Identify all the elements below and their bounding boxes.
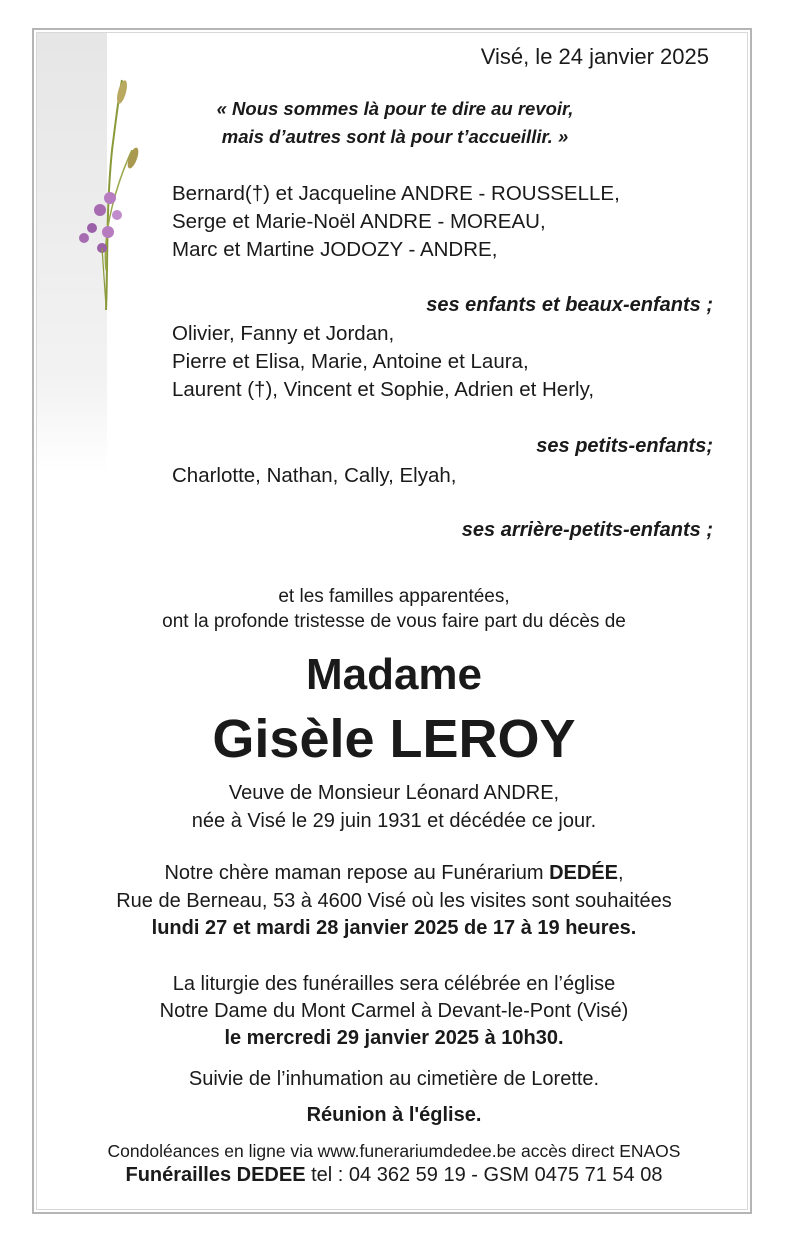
contact-line	[40, 1164, 748, 1187]
contact-details: tel : 04 362 59 19 - GSM 0475 71 54 08	[305, 1164, 663, 1186]
list-item: Olivier, Fanny et Jordan,	[172, 322, 395, 345]
flower-illustration	[62, 70, 152, 320]
great-grandchildren-label: ses arrière-petits-enfants ;	[461, 519, 713, 541]
grandchildren-list	[172, 320, 594, 404]
great-grandchildren-list	[172, 462, 456, 490]
list-item: Marc et Martine JODOZY - ANDRE,	[172, 238, 498, 261]
funerarium-name: DEDÉE	[549, 862, 618, 884]
visitation-dates: lundi 27 et mardi 28 janvier 2025 de 17 à 19 heures.	[151, 917, 637, 939]
list-item: Laurent (†), Vincent et Sophie, Adrien et Herly,	[172, 378, 595, 401]
visitation-line-2: Rue de Berneau, 53 à 4600 Visé où les visites sont souhaitées	[116, 890, 672, 912]
announcement-line-1: et les familles apparentées,	[278, 586, 510, 607]
funeral-line-2: Notre Dame du Mont Carmel à Devant-le-Pont (Visé)	[159, 1000, 629, 1022]
date-line: Visé, le 24 janvier 2025	[480, 44, 709, 69]
funeral-date: le mercredi 29 janvier 2025 à 10h30.	[224, 1027, 564, 1049]
list-item: Charlotte, Nathan, Cally, Elyah,	[172, 464, 457, 487]
children-list	[172, 180, 620, 264]
list-item: Pierre et Elisa, Marie, Antoine et Laura,	[172, 350, 529, 373]
deceased-title: Madame	[305, 650, 483, 699]
condolences-line: Condoléances en ligne via www.funerariumdedee.be accès direct ENAOS	[107, 1141, 681, 1161]
company-name: Funérailles DEDEE	[125, 1164, 306, 1186]
children-label: ses enfants et beaux-enfants ;	[426, 294, 713, 316]
visitation-prefix: Notre chère maman repose au Funérarium	[164, 862, 550, 884]
funeral-line-1: La liturgie des funérailles sera célébrée en l’église	[172, 973, 616, 995]
visitation-line-1	[40, 860, 748, 887]
list-item: Serge et Marie-Noël ANDRE - MOREAU,	[172, 210, 546, 233]
quote-line-2: mais d’autres sont là pour t’accueillir. »	[221, 126, 569, 147]
burial-line: Suivie de l’inhumation au cimetière de Lorette.	[188, 1068, 600, 1090]
birth-death-line: née à Visé le 29 juin 1931 et décédée ce jour.	[191, 810, 597, 832]
grandchildren-label: ses petits-enfants;	[536, 435, 713, 457]
visitation-suffix: ,	[617, 862, 624, 884]
list-item: Bernard(†) et Jacqueline ANDRE - ROUSSELLE,	[172, 182, 620, 205]
announcement-line-2: ont la profonde tristesse de vous faire part du décès de	[162, 611, 626, 632]
deceased-name: Gisèle LEROY	[212, 709, 576, 769]
quote-line-1: « Nous sommes là pour te dire au revoir,	[216, 98, 574, 119]
reunion-line: Réunion à l'église.	[306, 1104, 482, 1126]
widow-line: Veuve de Monsieur Léonard ANDRE,	[228, 782, 560, 804]
